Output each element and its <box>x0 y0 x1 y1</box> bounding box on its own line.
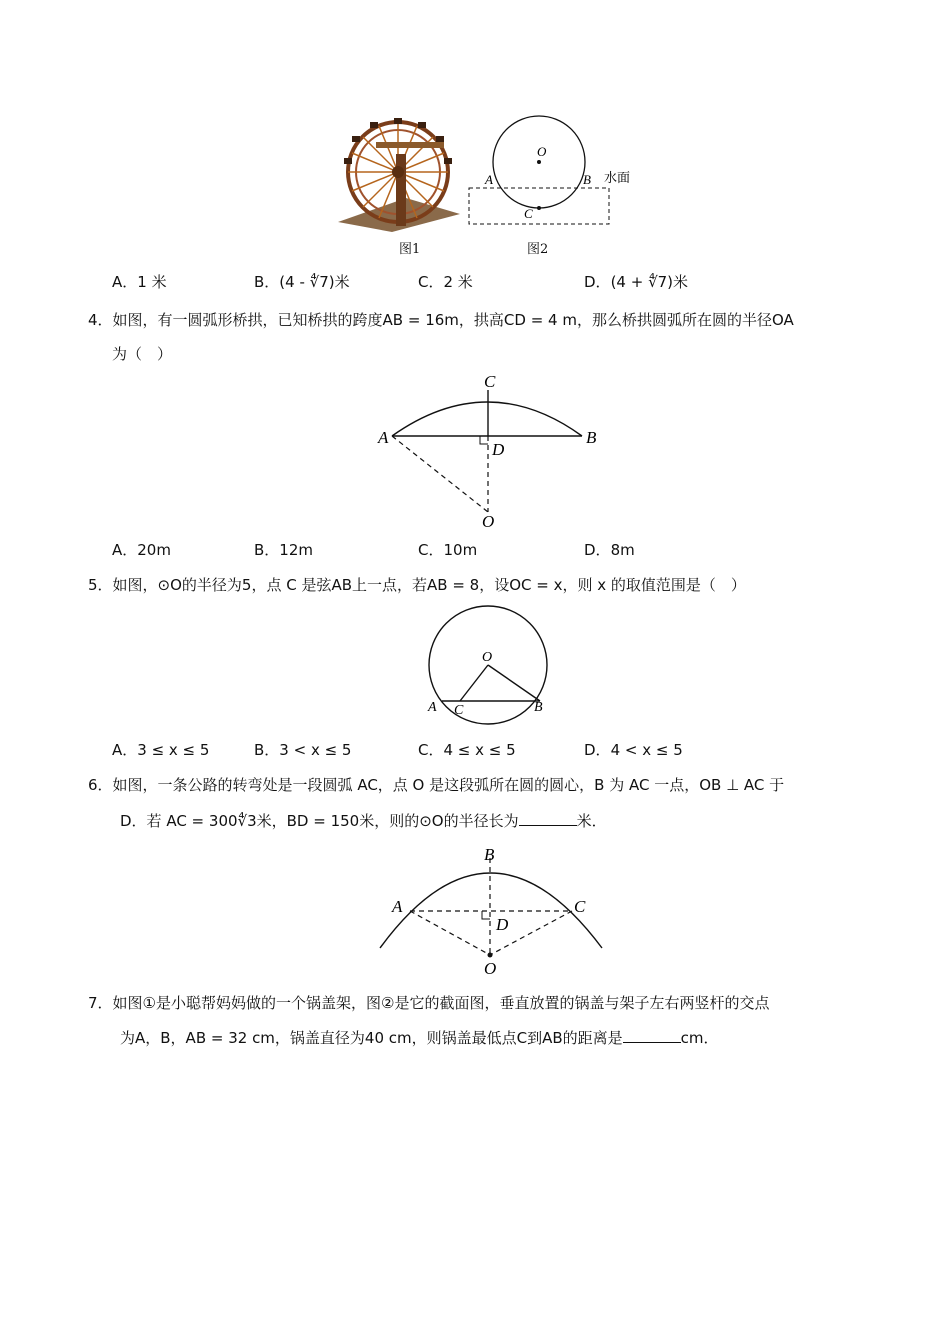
q7-stem-line2: 为A，B，AB = 32 cm，锅盖直径为40 cm，则锅盖最低点C到AB的距离是 cm． <box>120 1029 719 1047</box>
q4-label-d: D <box>492 440 505 459</box>
q7-answer-blank[interactable] <box>623 1028 681 1043</box>
q6-road-figure <box>372 840 612 980</box>
q4-stem-line2: 为（ ） <box>112 345 173 363</box>
q5-circle-figure <box>420 603 555 728</box>
fig2-label-a: A <box>485 172 493 187</box>
q4-option-a[interactable]: A．20m <box>112 541 171 559</box>
fig2-label-o: O <box>537 144 547 159</box>
fig2-label-b: B <box>583 172 591 187</box>
fig2-label-water: 水面 <box>604 170 631 185</box>
q4-option-b[interactable]: B．12m <box>254 541 313 559</box>
q4-option-d[interactable]: D．8m <box>584 541 635 559</box>
q6-label-a: A <box>392 897 403 916</box>
q5-option-d[interactable]: D．4 < x ≤ 5 <box>584 741 683 759</box>
q4-label-c: C <box>484 372 496 391</box>
q6-label-b: B <box>484 845 495 864</box>
q6-label-d: D <box>496 915 509 934</box>
q3-option-b[interactable]: B．(4 - ∜7)米 <box>254 273 350 291</box>
fig2-caption: 图2 <box>527 242 549 257</box>
q3-option-d[interactable]: D．(4 + ∜7)米 <box>584 273 689 291</box>
q4-bridge-figure <box>370 370 610 535</box>
waterwheel-photo <box>336 118 461 232</box>
q6-label-c: C <box>574 897 586 916</box>
q4-label-o: O <box>482 512 495 531</box>
q7-stem: 7．如图①是小聪帮妈妈做的一个锅盖架，图②是它的截面图，垂直放置的锅盖与架子左右两竖杆的交点 <box>88 994 770 1012</box>
q5-option-b[interactable]: B．3 < x ≤ 5 <box>254 741 352 759</box>
fig2-label-c: C <box>524 206 533 221</box>
q4-stem: 4．如图，有一圆弧形桥拱，已知桥拱的跨度AB = 16m，拱高CD = 4 m，那么桥拱圆弧所在圆的半径OA <box>88 311 794 329</box>
q5-option-c[interactable]: C．4 ≤ x ≤ 5 <box>418 741 516 759</box>
q6-stem-line2: D．若 AC = 300∜3米，BD = 150米，则的⊙O的半径长为 米． <box>120 812 607 830</box>
q3-option-a[interactable]: A．1 米 <box>112 273 167 291</box>
q5-label-b: B <box>534 700 543 715</box>
q4-label-a: A <box>378 428 389 447</box>
q6-answer-blank[interactable] <box>519 811 577 826</box>
q4-option-c[interactable]: C．10m <box>418 541 478 559</box>
q4-label-b: B <box>586 428 597 447</box>
q5-label-o: O <box>482 650 493 665</box>
q6-stem: 6．如图，一条公路的转弯处是一段圆弧 AC，点 O 是这段弧所在圆的圆心，B 为 AC 一点，OB ⊥ AC 于 <box>88 776 785 794</box>
q5-stem: 5．如图，⊙O的半径为5，点 C 是弦AB上一点，若AB = 8，设OC = x，则 x 的取值范围是（ ） <box>88 576 746 594</box>
q5-label-a: A <box>428 700 437 715</box>
q3-option-c[interactable]: C．2 米 <box>418 273 473 291</box>
q5-option-a[interactable]: A．3 ≤ x ≤ 5 <box>112 741 210 759</box>
q5-label-c: C <box>454 703 464 718</box>
fig2-diagram <box>462 108 642 232</box>
fig1-caption: 图1 <box>399 242 421 257</box>
q6-label-o: O <box>484 959 497 978</box>
